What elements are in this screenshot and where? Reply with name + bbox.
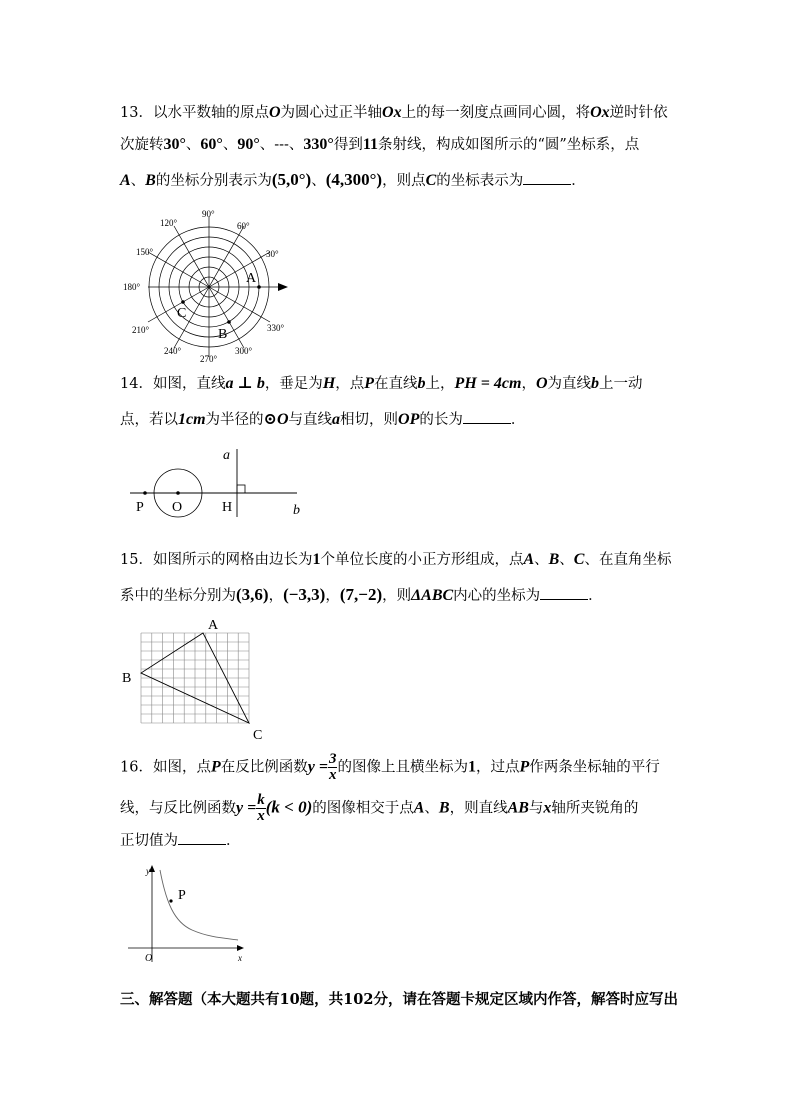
answer-blank[interactable] bbox=[540, 585, 588, 600]
grid-figure bbox=[118, 615, 278, 740]
label-P: P bbox=[178, 888, 186, 903]
label-a: a bbox=[223, 448, 230, 463]
rays bbox=[148, 217, 285, 357]
label-30: 30° bbox=[266, 249, 279, 259]
point-B-dot bbox=[227, 320, 231, 324]
q14-line-1: 14．如图，直线a ⊥ b，垂足为H，点P在直线b上，PH = 4cm，O为直线b上一动 bbox=[120, 375, 643, 392]
q13-line-2: 次旋转30°、60°、90°、---、330°得到11条射线，构成如图所示的“圆”坐标系，点 bbox=[120, 136, 640, 153]
label-B: B bbox=[122, 671, 132, 686]
q15-line-1: 15．如图所示的网格由边长为1个单位长度的小正方形组成，点A、B、C、在直角坐标 bbox=[120, 551, 672, 568]
answer-blank[interactable] bbox=[523, 170, 571, 185]
grid bbox=[141, 633, 249, 723]
label-210: 210° bbox=[132, 325, 150, 335]
label-300: 300° bbox=[235, 346, 253, 356]
answer-blank[interactable] bbox=[463, 409, 511, 424]
fraction-k-over-x: $\frac{k}{x}$ bbox=[257, 792, 265, 824]
label-240: 240° bbox=[164, 346, 182, 356]
point-C-dot bbox=[181, 300, 185, 304]
point-P-dot bbox=[169, 899, 172, 902]
polar-figure bbox=[120, 205, 320, 365]
point-C-label: C bbox=[177, 306, 187, 321]
section-3-heading: 三、解答题（本大题共有10题，共102分，请在答题卡规定区域内作答，解答时应写出 bbox=[120, 991, 678, 1008]
label-120: 120° bbox=[160, 218, 178, 228]
label-b: b bbox=[293, 503, 300, 518]
label-y: y bbox=[146, 866, 150, 876]
label-60: 60° bbox=[237, 221, 250, 231]
hyperbola-curve bbox=[160, 870, 238, 940]
label-150: 150° bbox=[136, 247, 154, 257]
point-B-label: B bbox=[218, 327, 228, 342]
hyperbola-figure bbox=[122, 862, 252, 972]
label-O: O bbox=[145, 953, 153, 964]
right-angle-mark bbox=[237, 485, 245, 493]
point-O-dot bbox=[176, 491, 180, 495]
label-180: 180° bbox=[123, 282, 141, 292]
q16-line-1: 16．如图，点P在反比例函数y = $\frac{3}{x}$ 的图像上且横坐标为1，过点P作两条坐标轴的平行 bbox=[120, 751, 660, 783]
label-A: A bbox=[208, 618, 219, 633]
label-x: x bbox=[238, 953, 242, 963]
q13-line-1: 13．以水平数轴的原点O为圆心过正半轴Ox上的每一刻度点画同心圆，将Ox逆时针依 bbox=[120, 104, 668, 121]
q16-line-3: 正切值为 ． bbox=[120, 830, 241, 851]
point-A-label: A bbox=[246, 271, 257, 286]
label-C: C bbox=[253, 728, 263, 740]
answer-blank[interactable] bbox=[178, 830, 226, 845]
label-H: H bbox=[222, 500, 233, 515]
q15-line-2: 系中的坐标分别为(3,6)，(−3,3)，(7,−2)，则ΔABC内心的坐标为 ． bbox=[120, 585, 603, 604]
fraction-3-over-x: $\frac{3}{x}$ bbox=[328, 751, 337, 783]
q14-line-2: 点，若以1cm为半径的⊙O与直线a相切，则OP的长为 ． bbox=[120, 411, 526, 428]
label-330: 330° bbox=[267, 323, 285, 333]
label-O: O bbox=[172, 500, 183, 515]
x-arrow-icon bbox=[237, 945, 244, 951]
point-A-dot bbox=[257, 285, 261, 289]
q13-line-3: A、B的坐标分别表示为(5,0°)、(4,300°)，则点C的坐标表示为 ． bbox=[120, 170, 586, 189]
q16-line-2: 线，与反比例函数y = $\frac{k}{x}$ (k < 0)的图像相交于点A、B，则直线AB与x轴所夹锐角的 bbox=[120, 792, 639, 824]
label-P: P bbox=[136, 500, 144, 515]
label-270: 270° bbox=[200, 354, 218, 364]
label-90: 90° bbox=[202, 209, 215, 219]
axis-arrow-icon bbox=[278, 283, 288, 291]
point-P-dot bbox=[143, 491, 147, 495]
tangent-figure bbox=[125, 445, 325, 525]
